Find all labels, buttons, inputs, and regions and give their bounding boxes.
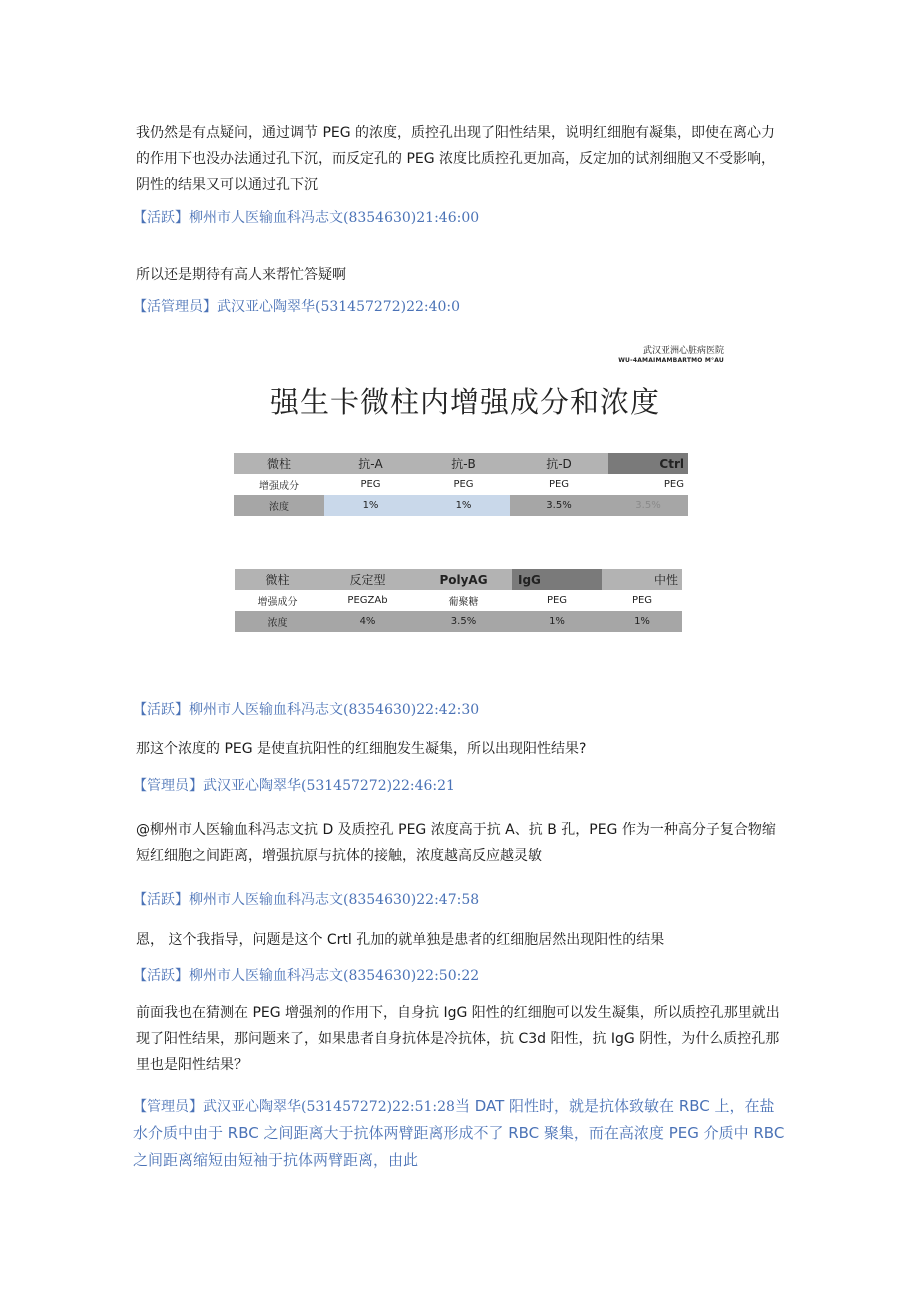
table-cell: 3.5%	[608, 495, 688, 516]
table-cell: IgG	[512, 569, 602, 590]
table-cell: 1%	[602, 611, 682, 632]
table-cell: PolyAG	[415, 569, 512, 590]
message-meta-2: 【活管理员】武汉亚心陶翠华(531457272)22:40:0	[133, 299, 461, 315]
table-cell: 增强成分	[259, 481, 299, 492]
table-cell: 3.5%	[510, 495, 608, 516]
message-meta-7	[133, 1093, 788, 1174]
message-meta-7-sender: 【管理员】武汉亚心陶翠华(531457272)22:51:28	[133, 1099, 455, 1115]
message-meta-6: 【活跃】柳州市人医输血科冯志文(8354630)22:50:22	[133, 968, 480, 984]
message-meta-5: 【活跃】柳州市人医输血科冯志文(8354630)22:47:58	[133, 892, 480, 908]
table-cell: 抗-A	[324, 453, 417, 474]
logo-english: WU-4AMAIMAMBARTMO M°AU	[618, 357, 724, 364]
message-paragraph-6: 前面我也在猜测在 PEG 增强剂的作用下，自身抗 IgG 阳性的红细胞可以发生凝集，所以质控孔那里就出现了阳性结果，那问题来了，如果患者自身抗体是冷抗体，抗 C3d 阳性，抗 IgG 阴性，为什么质控孔那里也是阳性结果？	[136, 1005, 780, 1073]
enhancer-table-1	[234, 453, 688, 516]
slide-title: 强生卡微柱内增强成分和浓度	[269, 385, 660, 419]
table-cell: 葡聚糖	[448, 597, 479, 608]
message-paragraph-5: 恩， 这个我指导，问题是这个 Crtl 孔加的就单独是患者的红细胞居然出现阳性的结果	[136, 932, 665, 948]
table-cell: 反定型	[320, 569, 415, 590]
table-row	[234, 453, 688, 474]
message-paragraph-1: 我仍然是有点疑问，通过调节 PEG 的浓度，质控孔出现了阳性结果，说明红细胞有凝集，即使在离心力的作用下也没办法通过孔下沉，而反定孔的 PEG 浓度比质控孔更加高，反定加的试剂细胞又不受影响，阴性的结果又可以通过孔下沉	[136, 125, 776, 193]
table-cell: PEG	[360, 479, 381, 490]
table-cell: 1%	[512, 611, 602, 632]
table-cell: 3.5%	[415, 611, 512, 632]
table-cell: 增强成分	[257, 597, 298, 608]
table-cell: 微柱	[234, 453, 324, 474]
table-row	[235, 569, 682, 590]
slide-figure	[230, 340, 730, 660]
table-cell: 抗-B	[417, 453, 510, 474]
table-cell: 4%	[320, 611, 415, 632]
table-cell: PEG	[546, 595, 568, 606]
table-cell: PEG	[548, 479, 570, 490]
table-row	[234, 495, 688, 516]
table-cell: PEG	[453, 479, 474, 490]
message-paragraph-3: 那这个浓度的 PEG 是使直抗阳性的红细胞发生凝集，所以出现阳性结果?	[136, 741, 587, 757]
table-cell: 中性	[602, 569, 682, 590]
table-cell: 1%	[324, 495, 417, 516]
table-cell: PEGZAb	[347, 595, 388, 606]
message-paragraph-4: @柳州市人医输血科冯志文抗 D 及质控孔 PEG 浓度高于抗 A、抗 B 孔，PEG 作为一种高分子复合物缩短红细胞之间距离，增强抗原与抗体的接触，浓度越高反应越灵敏	[136, 822, 776, 864]
message-meta-3: 【活跃】柳州市人医输血科冯志文(8354630)22:42:30	[133, 702, 480, 718]
message-meta-4: 【管理员】武汉亚心陶翠华(531457272)22:46:21	[133, 778, 455, 794]
table-cell: 微柱	[235, 569, 320, 590]
table-cell: 浓度	[235, 611, 320, 632]
message-meta-7-text: 当 DAT 阳性时，就是抗体致敏在 RBC 上，在盐水介质中由于 RBC 之间距离大于抗体两臂距离形成不了 RBC 聚集，而在高浓度 PEG 介质中 RBC 之间距离缩短由短袖于抗体两臂距离，由此	[133, 1097, 785, 1169]
hospital-logo	[618, 346, 724, 365]
table-cell: 1%	[417, 495, 510, 516]
message-paragraph-2: 所以还是期待有高人来帮忙答疑啊	[136, 267, 346, 283]
table-cell: PEG	[631, 595, 653, 606]
table-cell: 浓度	[234, 495, 324, 516]
table-row	[234, 474, 688, 495]
table-cell: Ctrl	[608, 453, 688, 474]
table-cell: 抗-D	[510, 453, 608, 474]
table-cell: PEG	[663, 479, 684, 490]
enhancer-table-2	[235, 569, 682, 632]
logo-chinese: 武汉亚洲心脏病医院	[642, 346, 724, 356]
message-meta-1: 【活跃】柳州市人医输血科冯志文(8354630)21:46:00	[133, 210, 480, 226]
table-row	[235, 611, 682, 632]
table-row	[235, 590, 682, 611]
